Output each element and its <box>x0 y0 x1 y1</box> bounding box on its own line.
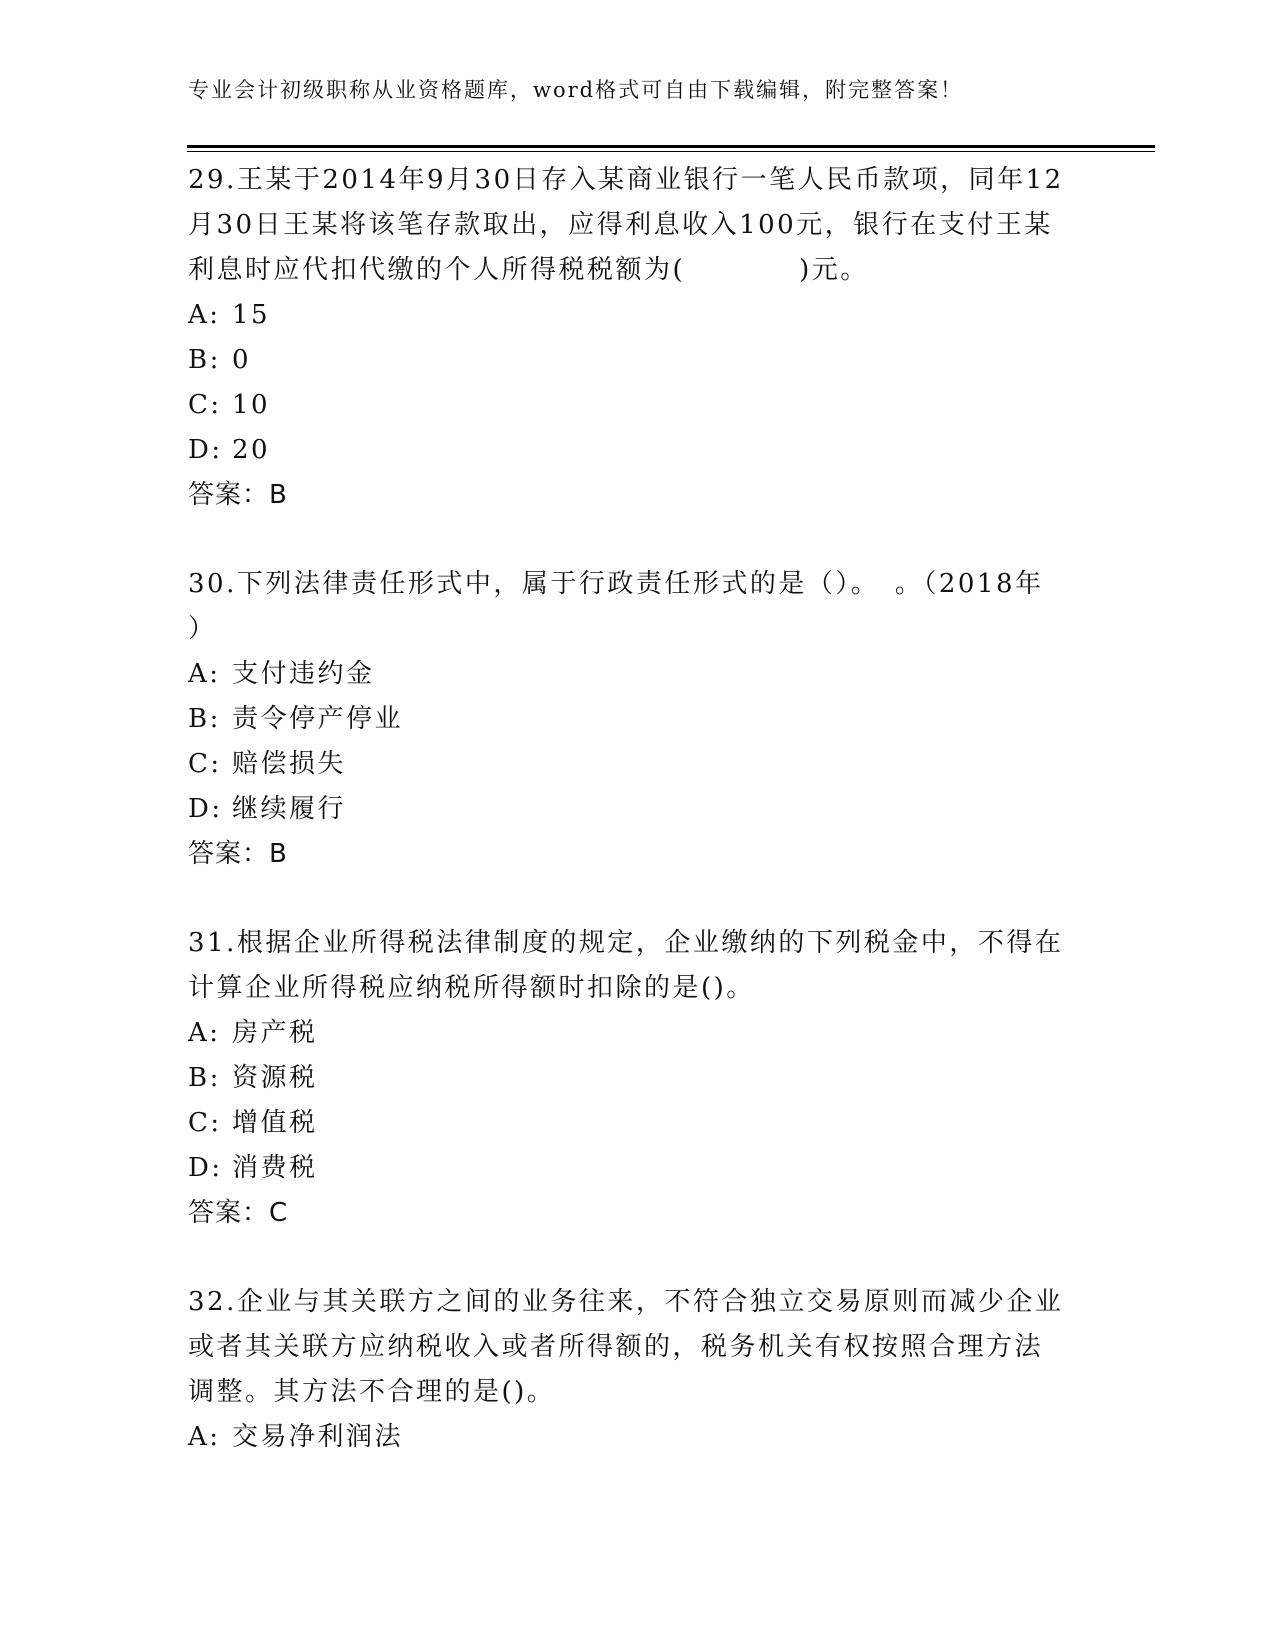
question-line: 或者其关联方应纳税收入或者所得额的，税务机关有权按照合理方法 <box>188 1332 1044 1362</box>
option-text: 继续履行 <box>232 794 347 824</box>
option-text: 15 <box>232 300 271 330</box>
option-text: 增值税 <box>232 1108 318 1138</box>
question-line: 利息时应代扣代缴的个人所得税税额为( )元。 <box>188 255 869 285</box>
question-30 <box>188 562 1088 877</box>
option-text: 10 <box>232 390 271 420</box>
option-text: 交易净利润法 <box>232 1422 404 1452</box>
option-a <box>188 293 1088 338</box>
option-letter: B: <box>188 704 221 734</box>
question-line: 29.王某于2014年9月30日存入某商业银行一笔人民币款项，同年12 <box>188 165 1064 195</box>
option-text: 20 <box>232 435 271 465</box>
option-d <box>188 787 1088 832</box>
option-letter: A: <box>188 1422 221 1452</box>
option-b <box>188 338 1088 383</box>
option-text: 赔偿损失 <box>232 749 347 779</box>
option-c <box>188 1101 1088 1146</box>
option-letter: C: <box>188 749 222 779</box>
option-a <box>188 1415 1088 1460</box>
question-list <box>188 158 1088 1504</box>
question-text <box>188 1280 1088 1415</box>
option-letter: A: <box>188 659 221 689</box>
option-a <box>188 1011 1088 1056</box>
option-letter: A: <box>188 300 221 330</box>
question-31 <box>188 921 1088 1236</box>
option-d <box>188 428 1088 473</box>
question-line: 30.下列法律责任形式中，属于行政责任形式的是（）。 。（2018年 <box>188 569 1044 599</box>
answer-line: 答案：C <box>188 1198 289 1228</box>
option-letter: B: <box>188 1063 221 1093</box>
question-line: 32.企业与其关联方之间的业务往来，不符合独立交易原则而减少企业 <box>188 1287 1064 1317</box>
answer-line: 答案：B <box>188 480 288 510</box>
option-letter: B: <box>188 345 221 375</box>
question-line: 调整。其方法不合理的是()。 <box>188 1377 556 1407</box>
option-letter: C: <box>188 390 222 420</box>
option-text: 0 <box>232 345 252 375</box>
option-d <box>188 1146 1088 1191</box>
option-a <box>188 652 1088 697</box>
question-32 <box>188 1280 1088 1460</box>
question-line: 计算企业所得税应纳税所得额时扣除的是()。 <box>188 973 755 1003</box>
option-letter: A: <box>188 1018 221 1048</box>
question-29 <box>188 158 1088 518</box>
question-line: ） <box>188 614 217 644</box>
option-text: 房产税 <box>232 1018 318 1048</box>
option-b <box>188 697 1088 742</box>
option-letter: D: <box>188 794 223 824</box>
header-divider <box>187 145 1155 148</box>
question-text <box>188 921 1088 1011</box>
question-line: 月30日王某将该笔存款取出，应得利息收入100元，银行在支付王某 <box>188 210 1053 240</box>
question-text <box>188 562 1088 652</box>
option-text: 支付违约金 <box>232 659 375 689</box>
question-line: 31.根据企业所得税法律制度的规定，企业缴纳的下列税金中，不得在 <box>188 928 1064 958</box>
option-text: 资源税 <box>232 1063 318 1093</box>
option-letter: D: <box>188 435 223 465</box>
answer-line: 答案：B <box>188 839 288 869</box>
option-text: 责令停产停业 <box>232 704 404 734</box>
option-c <box>188 742 1088 787</box>
page-header: 专业会计初级职称从业资格题库，word格式可自由下载编辑，附完整答案！ <box>188 78 964 102</box>
question-text <box>188 158 1088 293</box>
header-divider-thin <box>187 151 1155 152</box>
option-c <box>188 383 1088 428</box>
option-b <box>188 1056 1088 1101</box>
option-text: 消费税 <box>232 1153 318 1183</box>
option-letter: C: <box>188 1108 222 1138</box>
option-letter: D: <box>188 1153 223 1183</box>
